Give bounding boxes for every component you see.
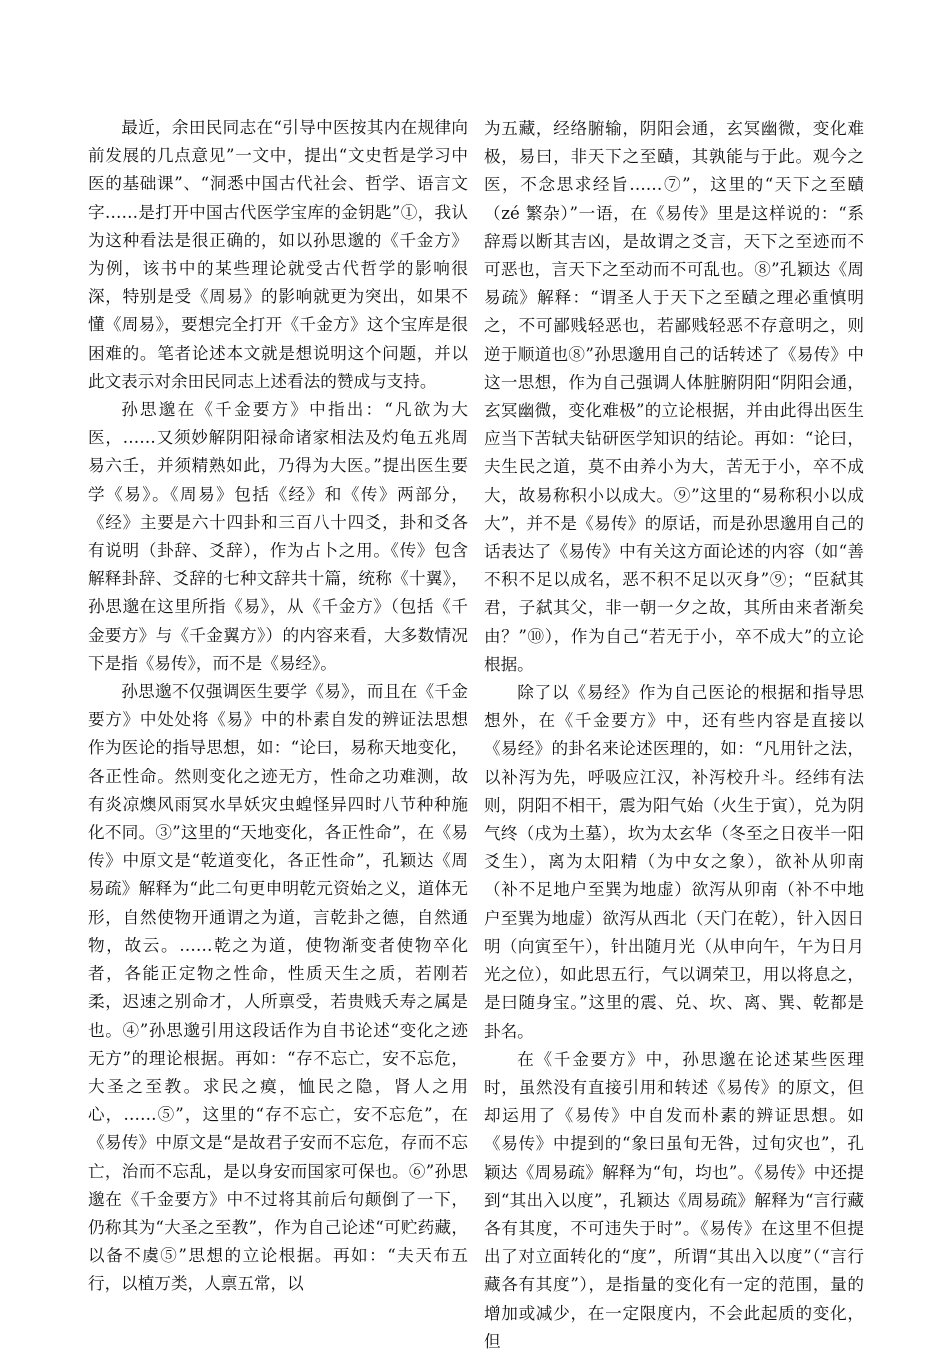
paragraph-intro: 最近，余田民同志在“引导中医按其内在规律向前发展的几点意见”一文中，提出“文史哲是学习中医的基础课”、“洞悉中国古代社会、哲学、语言文字……是打开中国古代医学宝库的金钥匙”①，我认为这种看法是很正确的，如以孙思邈的《千金方》为例，该书中的某些理论就受古代哲学的影响很深，特别是受《周易》的影响就更为突出，如果不懂《周易》，要想完全打开《千金方》这个宝库是很困难的。笔者论述本文就是想说明这个问题，并以此文表示对余田民同志上述看法的赞成与支持。: [88, 118, 468, 391]
paragraph-learn-yi: 孙思邈在《千金要方》中指出：“凡欲为大医，……又须妙解阴阳禄命诸家相法及灼龟五兆周易六壬，并须精熟如此，乃得为大医。”提出医生要学《易》。《周易》包括《经》和《传》两部分，《经》主要是六十四卦和三百八十四爻，卦和爻各有说明（卦辞、爻辞），作为占卜之用。《传》包含解释卦辞、爻辞的七种文辞共十篇，统称《十翼》，孙思邈在这里所指《易》，从《千金方》（包括《千金要方》与《千金翼方》）的内容来看，大多数情况下是指《易传》，而不是《易经》。: [88, 400, 468, 673]
paragraph-degree-concept: 在《千金要方》中，孙思邈在论述某些医理时，虽然没有直接引用和转述《易传》的原文，但却运用了《易传》中自发而朴素的辨证思想。如《易传》中提到的“象曰虽旬无咎，过旬灾也”，孔颖达《周易疏》解释为“旬，均也”。《易传》中还提到“其出入以度”，孔颖达《周易疏》解释为“言行藏各有其度，不可违失于时”。《易传》在这里不但提出了对立面转化的“度”，所谓“其出入以度”（“言行藏各有其度”），是指量的变化有一定的范围，量的增加或减少，在一定限度内，不会此起质的变化，但: [484, 1049, 864, 1351]
paragraph-hexagram-names: 除了以《易经》作为自己医论的根据和指导思想外，在《千金要方》中，还有些内容是直接以《易经》的卦名来论述医理的，如：“凡用针之法，以补泻为先，呼吸应江汉，补泻校升斗。经纬有法则，阴阳不相干，震为阳气始（火生于寅），兑为阴气终（戌为土墓），坎为太玄华（冬至之日夜半一阳爻生），离为太阳精（为中女之象），欲补从卯南（补不足地户至巽为地虚）欲泻从卯南（补不中地户至巽为地虚）欲泻从西北（天门在乾），针入因日明（向寅至午），针出随月光（从申向午，午为日月光之位），如此思五行，气以调荣卫，用以将息之，是曰随身宝。”这里的震、兑、坎、离、巽、乾都是卦名。: [484, 683, 864, 1041]
left-column: [88, 114, 468, 1299]
right-column: [484, 115, 864, 1356]
paragraph-dialectics-continued: 为五藏，经络腑输，阴阳会通，玄冥幽微，变化难极，易曰，非天下之至賾，其孰能与于此。观今之医，不念思求经旨……⑦”，这里的“天下之至賾（zé 繁杂）”一语，在《易传》里是这样说的：“系辞焉以断其吉凶，是故谓之爻言，天下之至迹而不可恶也，言天下之至动而不可乱也。⑧”孔颖达《周易疏》解释：“谓圣人于天下之至賾之理必重慎明之，不可鄙贱轻恶也，若鄙贱轻恶不存意明之，则逆于顺道也⑧”孙思邈用自己的话转述了《易传》中这一思想，作为自己强调人体脏腑阴阳“阴阳会通，玄冥幽微，变化难极”的立论根据，并由此得出医生应当下苦轼夫钻研医学知识的结论。再如：“论曰，夫生民之道，莫不由养小为大，苦无于小，卒不成大，故易称积小以成大。⑨”这里的“易称积小以成大”，并不是《易传》的原话，而是孙思邈用自己的话表达了《易传》中有关这方面论述的内容（如“善不积不足以成名，恶不积不足以灭身”⑨；“臣弑其君，子弑其父，非一朝一夕之故，其所由来者渐矣由？”⑩），作为自己“若无于小，卒不成大”的立论根据。: [484, 119, 864, 674]
paragraph-dialectics: 孙思邈不仅强调医生要学《易》，而且在《千金要方》中处处将《易》中的朴素自发的辨证法思想作为医论的指导思想，如：“论曰，易称天地变化，各正性命。然则变化之迹无方，性命之功难测，故有炎凉燠风雨冥水旱妖灾虫蝗怪异四时八节种种施化不同。③”这里的“天地变化，各正性命”，在《易传》中原文是“乾道变化，各正性命”，孔颖达《周易疏》解释为“此二句更申明乾元资始之义，道体无形，自然使物开通谓之为道，言乾卦之德，自然通物，故云。……乾之为道，使物渐变者使物卒化者，各能正定物之性命，性质天生之质，若刚若柔，迟速之别命才，人所禀受，若贵贱夭寿之属是也。④”孙思邈引用这段话作为自书论述“变化之迹无方”的理论根据。再如：“存不忘亡，安不忘危，大圣之至教。求民之瘼，恤民之隐，肾人之用心，……⑤”，这里的“存不忘亡，安不忘危”，在《易传》中原文是“是故君子安而不忘危，存而不忘亡，治而不忘乱，是以身安而国家可保也。⑥”孙思邈在《千金要方》中不过将其前后句颠倒了一下，仍称其为“大圣之至教”，作为自己论述“可贮药藏，以备不虞⑤”思想的立论根据。再如：“夫天布五行，以植万类，人禀五常，以: [88, 682, 468, 1294]
